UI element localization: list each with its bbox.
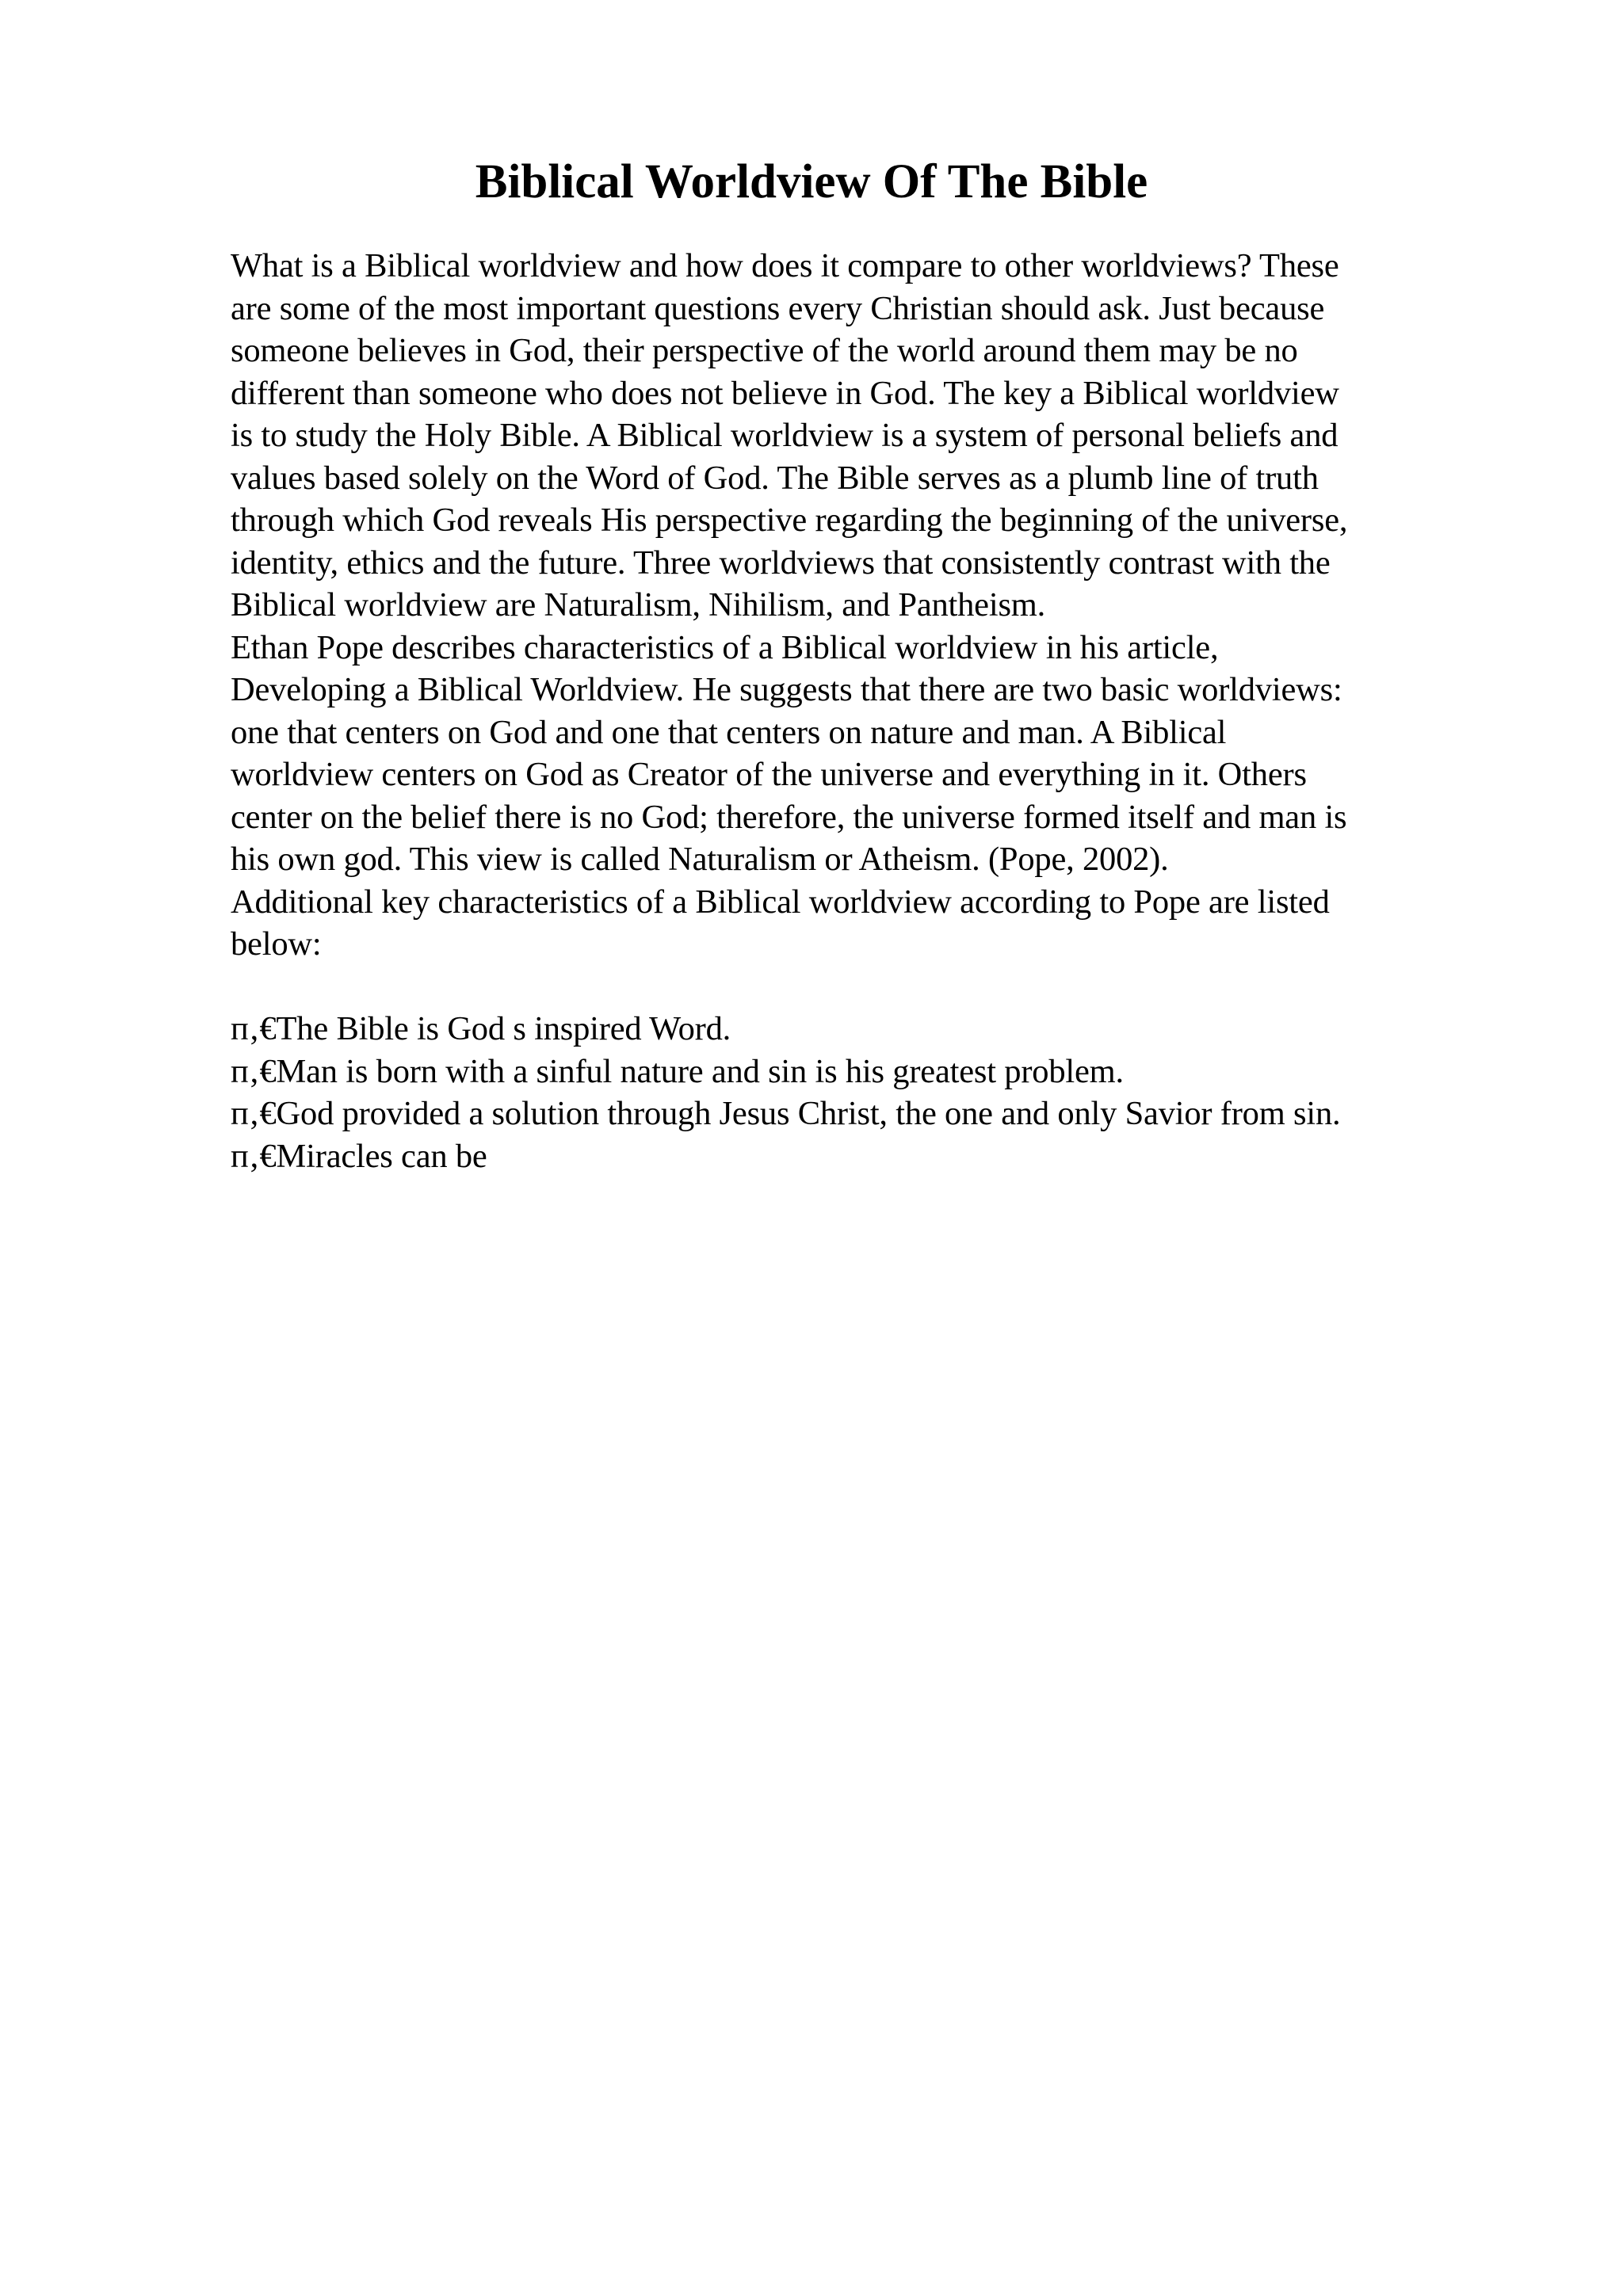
text-line: different than someone who does not believe in God. The key a Biblical worldview (231, 374, 1339, 412)
list-item: п‚€Man is born with a sinful nature and sin is his greatest problem. (231, 1052, 1124, 1090)
text-line: Additional key characteristics of a Biblical worldview according to Pope are listed (231, 883, 1330, 921)
blank-line (231, 966, 1483, 1009)
text-line: identity, ethics and the future. Three worldviews that consistently contrast with the (231, 543, 1331, 582)
characteristics-list (231, 1008, 1483, 1177)
paragraph-additional (231, 881, 1483, 966)
text-line: Developing a Biblical Worldview. He suggests that there are two basic worldviews: (231, 671, 1342, 708)
list-item: п‚€The Bible is God s inspired Word. (231, 1010, 731, 1047)
list-item: п‚€God provided a solution through Jesus Christ, the one and only Savior from sin. (231, 1095, 1341, 1132)
list-item: п‚€Miracles can be (231, 1137, 487, 1175)
text-line: worldview centers on God as Creator of the universe and everything in it. Others (231, 756, 1307, 793)
text-line: through which God reveals His perspective regarding the beginning of the universe, (231, 502, 1348, 539)
text-line: Biblical worldview are Naturalism, Nihilism, and Pantheism. (231, 586, 1046, 624)
page-title: Biblical Worldview Of The Bible (475, 155, 1148, 208)
text-line: Ethan Pope describes characteristics of a Biblical worldview in his article, (231, 628, 1219, 666)
paragraph-pope (231, 627, 1483, 881)
document-body (231, 245, 1483, 1177)
text-line: What is a Biblical worldview and how does it compare to other worldviews? These (231, 247, 1339, 284)
text-line: one that centers on God and one that centers on nature and man. A Biblical (231, 713, 1227, 751)
text-line: someone believes in God, their perspective of the world around them may be no (231, 332, 1298, 369)
text-line: is to study the Holy Bible. A Biblical worldview is a system of personal beliefs and (231, 417, 1338, 454)
text-line: values based solely on the Word of God. The Bible serves as a plumb line of truth (231, 459, 1319, 497)
text-line: center on the belief there is no God; therefore, the universe formed itself and man is (231, 798, 1347, 836)
paragraph-intro (231, 245, 1483, 627)
text-line: are some of the most important questions every Christian should ask. Just because (231, 289, 1325, 327)
text-line: below: (231, 925, 322, 963)
text-line: his own god. This view is called Naturalism or Atheism. (Pope, 2002). (231, 841, 1169, 878)
